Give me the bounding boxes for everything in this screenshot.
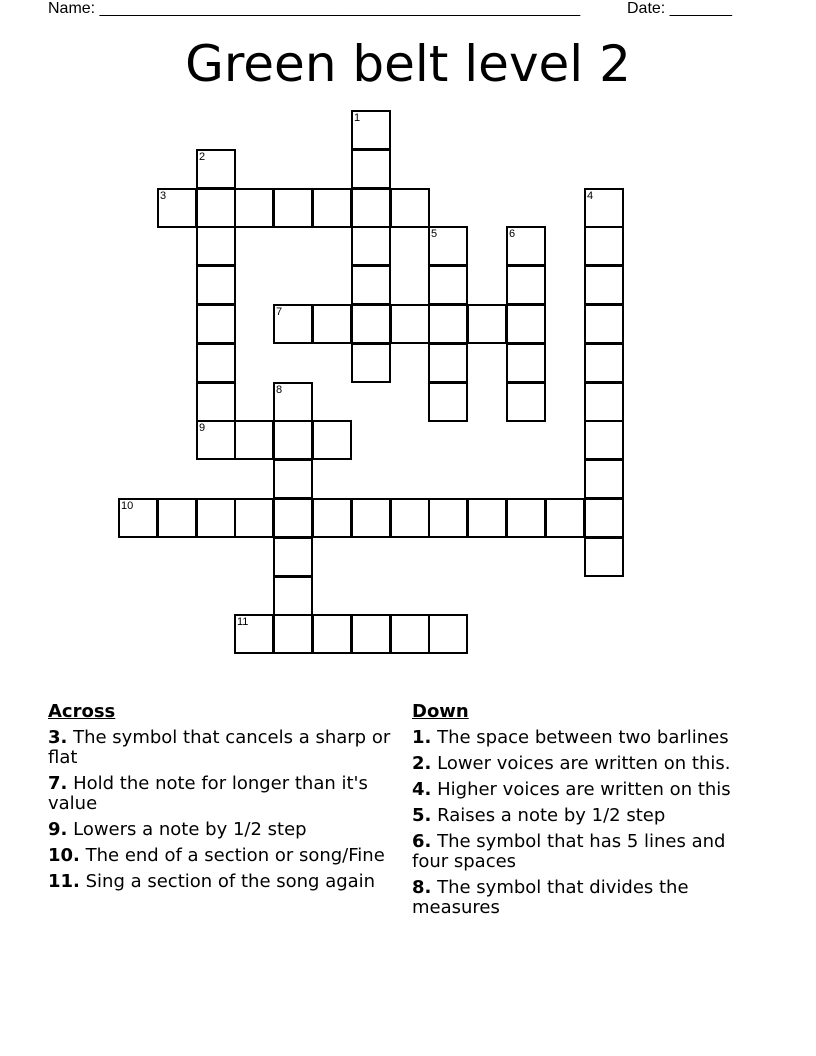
page-title: Green belt level 2 (185, 35, 631, 93)
grid-cell[interactable] (545, 498, 585, 538)
grid-cell[interactable] (351, 226, 391, 266)
grid-cell[interactable] (273, 304, 313, 344)
grid-cell[interactable] (506, 304, 546, 344)
clue-number: 11. (48, 871, 80, 892)
cell-number: 10 (121, 500, 134, 512)
grid-cell[interactable] (157, 188, 197, 228)
clue-number: 2. (412, 753, 432, 774)
grid-cell[interactable] (234, 188, 274, 228)
grid-cell[interactable] (390, 614, 430, 654)
grid-cell[interactable] (506, 265, 546, 305)
grid-cell[interactable] (351, 110, 391, 150)
clue-number: 5. (412, 805, 432, 826)
clue-text: Raises a note by 1/2 step (437, 805, 666, 826)
grid-cell[interactable] (196, 265, 236, 305)
grid-cell[interactable] (351, 149, 391, 189)
grid-cell[interactable] (351, 188, 391, 228)
cell-number: 3 (160, 190, 167, 202)
grid-cell[interactable] (234, 420, 274, 460)
grid-cell[interactable] (584, 537, 624, 577)
grid-cell[interactable] (312, 420, 352, 460)
grid-cell[interactable] (584, 304, 624, 344)
clue-text: The symbol that has 5 lines and four spaces (412, 831, 726, 872)
grid-cell[interactable] (390, 498, 430, 538)
clue-number: 6. (412, 831, 432, 852)
clue-down-2 (412, 754, 757, 774)
across-clues (48, 702, 393, 898)
grid-cell[interactable] (196, 382, 236, 422)
clue-number: 7. (48, 773, 68, 794)
grid-cell[interactable] (312, 188, 352, 228)
clue-down-1 (412, 728, 757, 748)
clue-text: The space between two barlines (437, 727, 729, 748)
cell-number: 4 (587, 190, 594, 202)
cell-number: 5 (431, 228, 438, 240)
clue-across-9 (48, 820, 393, 840)
cell-number: 7 (276, 306, 283, 318)
clue-number: 8. (412, 877, 432, 898)
grid-cell[interactable] (312, 614, 352, 654)
cell-number: 1 (354, 112, 361, 124)
grid-cell[interactable] (506, 382, 546, 422)
grid-cell[interactable] (467, 304, 507, 344)
clue-text: The symbol that cancels a sharp or flat (48, 727, 391, 768)
grid-cell[interactable] (428, 498, 468, 538)
clue-number: 3. (48, 727, 68, 748)
grid-cell[interactable] (196, 188, 236, 228)
grid-cell[interactable] (273, 614, 313, 654)
grid-cell[interactable] (584, 498, 624, 538)
grid-cell[interactable] (351, 498, 391, 538)
grid-cell[interactable] (273, 382, 313, 422)
grid-cell[interactable] (428, 382, 468, 422)
clue-across-11 (48, 872, 393, 892)
grid-cell[interactable] (273, 537, 313, 577)
grid-cell[interactable] (584, 188, 624, 228)
grid-cell[interactable] (584, 265, 624, 305)
grid-cell[interactable] (390, 188, 430, 228)
grid-cell[interactable] (273, 498, 313, 538)
grid-cell[interactable] (196, 149, 236, 189)
clue-number: 9. (48, 819, 68, 840)
grid-cell[interactable] (196, 420, 236, 460)
grid-cell[interactable] (196, 304, 236, 344)
grid-cell[interactable] (584, 382, 624, 422)
grid-cell[interactable] (584, 226, 624, 266)
cell-number: 11 (237, 616, 249, 628)
across-heading: Across (48, 701, 116, 722)
clue-down-5 (412, 806, 757, 826)
clue-across-10 (48, 846, 393, 866)
clue-number: 10. (48, 845, 80, 866)
cell-number: 8 (276, 384, 283, 396)
grid-cell[interactable] (390, 304, 430, 344)
grid-cell[interactable] (584, 343, 624, 383)
down-heading: Down (412, 701, 469, 722)
grid-cell[interactable] (273, 420, 313, 460)
down-clues (412, 702, 757, 924)
clue-text: Lower voices are written on this. (437, 753, 731, 774)
grid-cell[interactable] (312, 304, 352, 344)
grid-cell[interactable] (428, 343, 468, 383)
grid-cell[interactable] (351, 614, 391, 654)
grid-cell[interactable] (157, 498, 197, 538)
grid-cell[interactable] (196, 498, 236, 538)
cell-number: 9 (199, 422, 206, 434)
clue-text: Sing a section of the song again (85, 871, 376, 892)
grid-cell[interactable] (273, 459, 313, 499)
grid-cell[interactable] (584, 420, 624, 460)
clue-down-6 (412, 832, 757, 872)
grid-cell[interactable] (506, 226, 546, 266)
clue-text: Hold the note for longer than it's value (48, 773, 368, 814)
grid-cell[interactable] (234, 498, 274, 538)
grid-cell[interactable] (273, 188, 313, 228)
clue-text: Lowers a note by 1/2 step (73, 819, 307, 840)
clue-text: The end of a section or song/Fine (85, 845, 385, 866)
grid-cell[interactable] (351, 304, 391, 344)
grid-cell[interactable] (351, 265, 391, 305)
clue-across-7 (48, 774, 393, 814)
grid-cell[interactable] (467, 498, 507, 538)
clue-text: Higher voices are written on this (437, 779, 731, 800)
grid-cell[interactable] (584, 459, 624, 499)
clue-down-4 (412, 780, 757, 800)
grid-cell[interactable] (428, 614, 468, 654)
grid-cell[interactable] (312, 498, 352, 538)
cell-number: 2 (199, 151, 206, 163)
clue-number: 1. (412, 727, 432, 748)
grid-cell[interactable] (506, 343, 546, 383)
grid-cell[interactable] (428, 304, 468, 344)
clue-across-3 (48, 728, 393, 768)
grid-cell[interactable] (273, 576, 313, 616)
grid-cell[interactable] (196, 226, 236, 266)
grid-cell[interactable] (351, 343, 391, 383)
clue-number: 4. (412, 779, 432, 800)
name-field-label: Name: ______________________________________________________ (48, 0, 581, 17)
cell-number: 6 (509, 228, 516, 240)
grid-cell[interactable] (196, 343, 236, 383)
clue-text: The symbol that divides the measures (412, 877, 689, 918)
grid-cell[interactable] (234, 614, 274, 654)
grid-cell[interactable] (428, 265, 468, 305)
grid-cell[interactable] (506, 498, 546, 538)
date-field-label: Date: _______ (627, 0, 732, 17)
clue-down-8 (412, 878, 757, 918)
grid-cell[interactable] (428, 226, 468, 266)
grid-cell[interactable] (118, 498, 158, 538)
